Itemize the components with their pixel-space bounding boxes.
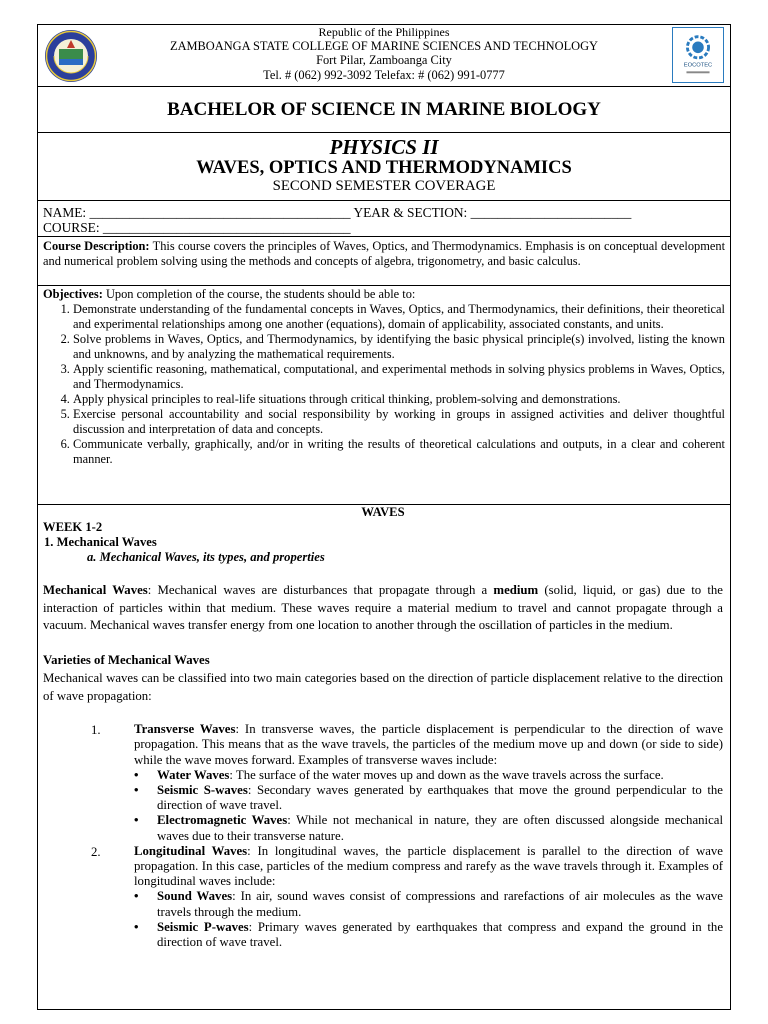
- example-text: : The surface of the water moves up and down as the wave travels across the surface.: [229, 767, 664, 782]
- example-label: Sound Waves: [157, 889, 233, 904]
- bullet-icon: •: [134, 813, 139, 828]
- objectives-intro: Upon completion of the course, the students should be able to:: [102, 287, 416, 301]
- example-label: Water Waves: [157, 767, 230, 782]
- course-description: [38, 237, 730, 286]
- lesson-content: [38, 505, 730, 950]
- list-item: [134, 813, 723, 843]
- mechanical-waves-label: Mechanical Waves: [43, 583, 148, 597]
- name-year-line: NAME: _______________________________________ YEAR & SECTION: ________________________: [43, 205, 632, 220]
- spacer: [43, 635, 723, 652]
- program-title: BACHELOR OF SCIENCE IN MARINE BIOLOGY: [38, 87, 730, 133]
- course-line: COURSE: _____________________________________: [43, 220, 351, 235]
- description-text: This course covers the principles of Waves, Optics, and Thermodynamics. Emphasis is on conceptual development and numerical problem solving using the methods and concepts of algebra, trigonometry, and basic calculus.: [43, 239, 726, 268]
- example-label: Seismic P-waves: [157, 919, 249, 934]
- course-title: PHYSICS II: [329, 135, 439, 159]
- republic-line: Republic of the Philippines: [318, 25, 450, 39]
- college-contact: Tel. # (062) 992-3092 Telefax: # (062) 991-0777: [263, 67, 505, 82]
- item-number: 1.: [91, 723, 101, 738]
- list-item: [134, 920, 723, 950]
- example-text: : While not mechanical in nature, they are often discussed alongside mechanical waves due to their transverse nature.: [157, 813, 723, 843]
- objective-item: 6. Communicate verbally, graphically, and/or in writing the results of theoretical calculations and outputs, in a clear and coherent manner.: [73, 437, 725, 467]
- eocotec-logo: [672, 27, 724, 83]
- course-subtitle: WAVES, OPTICS AND THERMODYNAMICS: [196, 158, 572, 178]
- varieties-heading: Varieties of Mechanical Waves: [43, 653, 210, 668]
- example-list: [134, 889, 723, 950]
- example-label: Seismic S-waves: [157, 783, 248, 798]
- bullet-icon: •: [134, 767, 139, 782]
- objective-item: 4. Apply physical principles to real-life situations through critical thinking, problem-solving and demonstrations.: [73, 392, 725, 407]
- letterhead-text: [108, 25, 660, 82]
- item-number: 2.: [91, 844, 101, 859]
- document-page: [37, 24, 731, 1010]
- example-text: : In air, sound waves consist of compressions and rarefactions of air molecules as the wave travels through the medium.: [157, 889, 723, 919]
- medium-term: medium: [493, 583, 539, 597]
- objective-item: 1. Demonstrate understanding of the fundamental concepts in Waves, Optics, and Thermodynamics, their definitions, their theoretical and experimental relationships among one another (equations), domain of applicability, associated constants, and units.: [73, 302, 725, 332]
- wave-type-longitudinal: [43, 844, 723, 950]
- objectives: [38, 286, 730, 505]
- example-label: Electromagnetic Waves: [157, 813, 288, 828]
- wave-type-label: Longitudinal Waves: [134, 843, 248, 858]
- bullet-icon: •: [134, 889, 139, 904]
- objectives-label: Objectives:: [43, 287, 103, 301]
- objectives-list: [43, 302, 725, 467]
- wave-type-text: : In longitudinal waves, the particle displacement is parallel to the direction of wave propagation. In this case, particles of the medium compress and rarefy as the wave travels through it. Examples of longitudinal waves include:: [134, 843, 723, 889]
- list-item: [134, 783, 723, 813]
- example-text: : Secondary waves generated by earthquakes that move the ground perpendicular to the direction of wave travel.: [157, 783, 723, 813]
- bullet-icon: •: [134, 919, 139, 934]
- letterhead: [38, 25, 730, 87]
- example-list: [134, 768, 723, 844]
- mechanical-waves-text: : Mechanical waves are disturbances that propagate through a: [147, 583, 494, 597]
- eocotec-logo-text: EOCOTEC: [683, 62, 713, 69]
- objective-item: 3. Apply scientific reasoning, mathematical, computational, and experimental methods in solving physics problems in Waves, Optics, and Thermodynamics.: [73, 362, 725, 392]
- objective-item: 2. Solve problems in Waves, Optics, and Thermodynamics, by identifying the basic physical principle(s) involved, listing the known and unknowns, and by analyzing the mathematical requirements.: [73, 332, 725, 362]
- spacer: [43, 705, 723, 722]
- topic-heading: 1. Mechanical Waves: [44, 535, 157, 549]
- description-label: Course Description:: [43, 239, 150, 253]
- spacer: [43, 565, 723, 582]
- college-name: ZAMBOANGA STATE COLLEGE OF MARINE SCIENCES AND TECHNOLOGY: [170, 39, 598, 54]
- list-item: [134, 768, 723, 783]
- college-seal-logo: [44, 29, 98, 83]
- week-label: WEEK 1-2: [43, 520, 103, 534]
- example-text: : Primary waves generated by earthquakes that compress and expand the ground in the direction of wave travel.: [157, 919, 723, 950]
- wave-type-label: Transverse Waves: [134, 722, 236, 737]
- list-item: [134, 889, 723, 919]
- course-heading: [38, 133, 730, 201]
- mechanical-waves-paragraph: [43, 582, 723, 635]
- mechanical-waves-text-cont: (solid, liquid, or gas) due to the interaction of particles within that medium. These waves require a material medium to travel and cannot propagate through a vacuum. Mechanical waves transfer energy from one location to another through the oscillation of particles in the medium.: [43, 583, 723, 633]
- college-address: Fort Pilar, Zamboanga City: [316, 53, 452, 68]
- course-coverage: SECOND SEMESTER COVERAGE: [272, 178, 496, 194]
- bullet-icon: •: [134, 783, 139, 798]
- subtopic-heading: a. Mechanical Waves, its types, and properties: [87, 550, 325, 564]
- wave-type-transverse: [43, 722, 723, 844]
- wave-type-text: : In transverse waves, the particle displacement is perpendicular to the direction of wave propagation. This means that as the wave travels, the particles of the medium move up and down (or side to side) while the wave moves forward. Examples of transverse waves include:: [134, 722, 723, 767]
- objective-item: 5. Exercise personal accountability and social responsibility by working in groups in assigned activities and deliver thoughtful discussion and interpretation of data and concepts.: [73, 407, 725, 437]
- student-info: [38, 201, 730, 237]
- section-title: WAVES: [361, 505, 405, 519]
- varieties-paragraph: Mechanical waves can be classified into two main categories based on the direction of particle displacement relative to the direction of wave propagation:: [43, 670, 723, 703]
